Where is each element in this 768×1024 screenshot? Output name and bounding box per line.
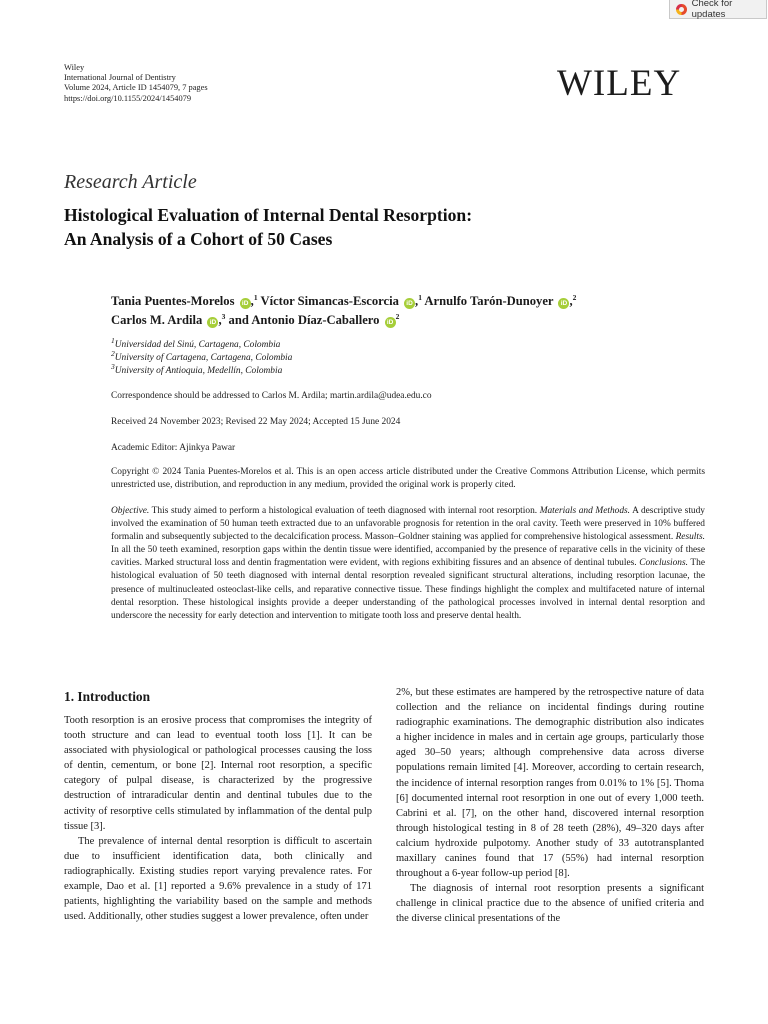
title-line-1: Histological Evaluation of Internal Dental Resorption: [64, 205, 473, 225]
author-name[interactable]: Víctor Simancas-Escorcia [260, 294, 399, 308]
crossmark-icon [676, 4, 687, 15]
section-heading: 1. Introduction [64, 689, 151, 704]
received-dates: Received 24 November 2023; Revised 22 May 2024; Accepted 15 June 2024 [111, 417, 401, 427]
article-type: Research Article [64, 171, 197, 193]
author-name[interactable]: Arnulfo Tarón-Dunoyer [424, 294, 554, 308]
academic-editor: Academic Editor: Ajinkya Pawar [111, 443, 236, 453]
author-name[interactable]: Antonio Díaz-Caballero [251, 313, 380, 327]
left-column [64, 713, 372, 924]
orcid-icon[interactable]: iD [385, 317, 396, 328]
abstract-conclusions: The histological evaluation of 50 teeth diagnosed with internal dental resorption revealed significant structural alterations, including resorption lacunae, the presence of multinucleated osteoclast-like cells, and reparative connective tissue. These findings highlight the complex and multifaceted nature of internal dental resorption. These histological insights provide a deeper understanding of the pathological processes involved in internal dental resorption and underscore the necessity for early detection and intervention to mitigate tooth loss and preserve dental health. [111, 558, 705, 621]
affil-text: University of Cartagena, Cartagena, Colombia [114, 353, 293, 364]
journal-volume: Volume 2024, Article ID 1454079, 7 pages [64, 83, 208, 93]
orcid-icon[interactable]: iD [240, 298, 251, 309]
journal-doi-link[interactable]: https://doi.org/10.1155/2024/1454079 [64, 93, 192, 103]
author-conjunction: and [228, 313, 249, 327]
author-affil-sup: 2 [395, 311, 400, 321]
affiliation-item [111, 349, 293, 365]
article-title [64, 203, 684, 251]
right-column [396, 685, 704, 927]
paragraph: The diagnosis of internal root resorption presents a significant challenge in clinical practice due to the absence of unified criteria and the diverse clinical presentations of the [396, 883, 704, 925]
journal-info [64, 63, 208, 104]
correspondence: Correspondence should be addressed to Carlos M. Ardila; martin.ardila@udea.edu.co [111, 391, 432, 401]
affiliation-item [111, 362, 292, 378]
orcid-icon[interactable]: iD [207, 317, 218, 328]
abstract-results: In all the 50 teeth examined, resorption gaps within the dentin tissue were identified, accompanied by the presence of reparative cells in the vicinity of these cavities. Marked structural loss and dentin fragmentation were evident, with regions exhibiting fissures and an absence of dentinal tubules. [111, 545, 705, 569]
paragraph: Tooth resorption is an erosive process that compromises the integrity of tooth structure and can lead to eventual tooth loss [1]. It can be associated with physiological or pathological processes causing the loss of dentin, cementum, or bone [2]. Internal root resorption, a specific category of pulpal disease, is characterized by the progressive destruction of intraradicular dentin and dentinal tubules due to the activity of resorptive cells stimulated by inflammation of the dental pulp tissue [3]. [64, 715, 372, 832]
abstract-methods: A descriptive study involved the examination of 50 human teeth extracted due to an unfavorable prognosis for retention in the oral cavity. Teeth were preserved in 10% buffered formalin and subsequently subjected to the decalcification process. Masson–Goldner staining was applied for comprehensive histological assessment. [111, 506, 705, 543]
title-line-2: An Analysis of a Cohort of 50 Cases [64, 229, 333, 249]
author-affil-sup: 3 [221, 311, 226, 321]
author-affil-sup: 1 [418, 292, 422, 302]
publisher-name: Wiley [64, 63, 85, 72]
orcid-icon[interactable]: iD [404, 298, 415, 309]
author-list [111, 292, 711, 330]
journal-name: International Journal of Dentistry [64, 73, 176, 83]
abstract-objective-label: Objective. [111, 506, 150, 516]
author-name[interactable]: Tania Puentes-Morelos [111, 294, 235, 308]
affil-sup: 3 [111, 362, 115, 372]
affiliation-item [111, 335, 292, 352]
author-affil-sup: 2 [572, 292, 577, 302]
abstract-conclusions-label: Conclusions. [639, 558, 688, 569]
affil-text: University of Antioquia, Medellín, Colombia [114, 366, 283, 377]
author-affil-sup: 1 [253, 292, 258, 302]
affiliations [111, 335, 293, 379]
abstract-methods-label: Materials and Methods. [539, 506, 631, 516]
check-for-updates-button[interactable] [669, 0, 767, 19]
author-name[interactable]: Carlos M. Ardila [111, 313, 203, 327]
author-line-1: Tania Puentes-Morelos iD ,$^1$ Víctor Simancas-Escorcia iD ,$^1$ Arnulfo Tarón-Dunoyer iD ,$^2$ [111, 292, 577, 308]
affil-text: Universidad del Sinú, Cartagena, Colombia [114, 340, 281, 350]
affil-sup: 1 [111, 335, 115, 345]
orcid-icon[interactable]: iD [558, 298, 569, 309]
author-line-2: Carlos M. Ardila iD ,$^3$ and Antonio Díaz-Caballero $iD^2$ [111, 311, 400, 327]
paragraph: The prevalence of internal dental resorption is difficult to ascertain due to insufficient identification data, both clinically and radiographically. Existing studies report varying prevalence rates. For example, Dao et al. [1] reported a 9.6% prevalence in a study of 171 patients, highlighting the variability based on the sample and methods used. Additionally, other studies suggest a lower prevalence, often under [64, 835, 372, 923]
wiley-logo: WILEY [557, 63, 682, 104]
abstract [111, 505, 705, 623]
affil-sup: 2 [111, 349, 115, 359]
abstract-objective: This study aimed to perform a histological evaluation of teeth diagnosed with internal root resorption. [149, 506, 540, 516]
check-for-updates-label: Check for updates [691, 0, 733, 20]
paragraph: 2%, but these estimates are hampered by the retrospective nature of data collection and the reliance on incidental findings during routine radiographic examinations. The demographic distribution also indicates a higher incidence in males and in certain age groups, particularly those aged 30–50 years; although comprehensive data across diverse populations remain limited [4]. Moreover, according to certain research, the incidence of internal resorption ranges from 0.01% to 1% [5]. Thoma [6] documented internal root resorption in one out of every 1,000 teeth. Cabrini et al. [7], on the other hand, discovered internal resorption through histological testing in 8 of 28 teeth (28%), 49–320 days after calcium hydroxide pulpotomy. Another study of 33 autotransplanted maxillary canines found that 17 (55%) had internal resorption throughout a 6-year follow-up period [8]. [396, 687, 704, 880]
abstract-results-label: Results. [675, 532, 705, 543]
copyright-notice: Copyright © 2024 Tania Puentes-Morelos et al. This is an open access article distributed under the Creative Commons Attribution License, which permits unrestricted use, distribution, and reproduction in any medium, provided the original work is properly cited. [111, 467, 705, 491]
